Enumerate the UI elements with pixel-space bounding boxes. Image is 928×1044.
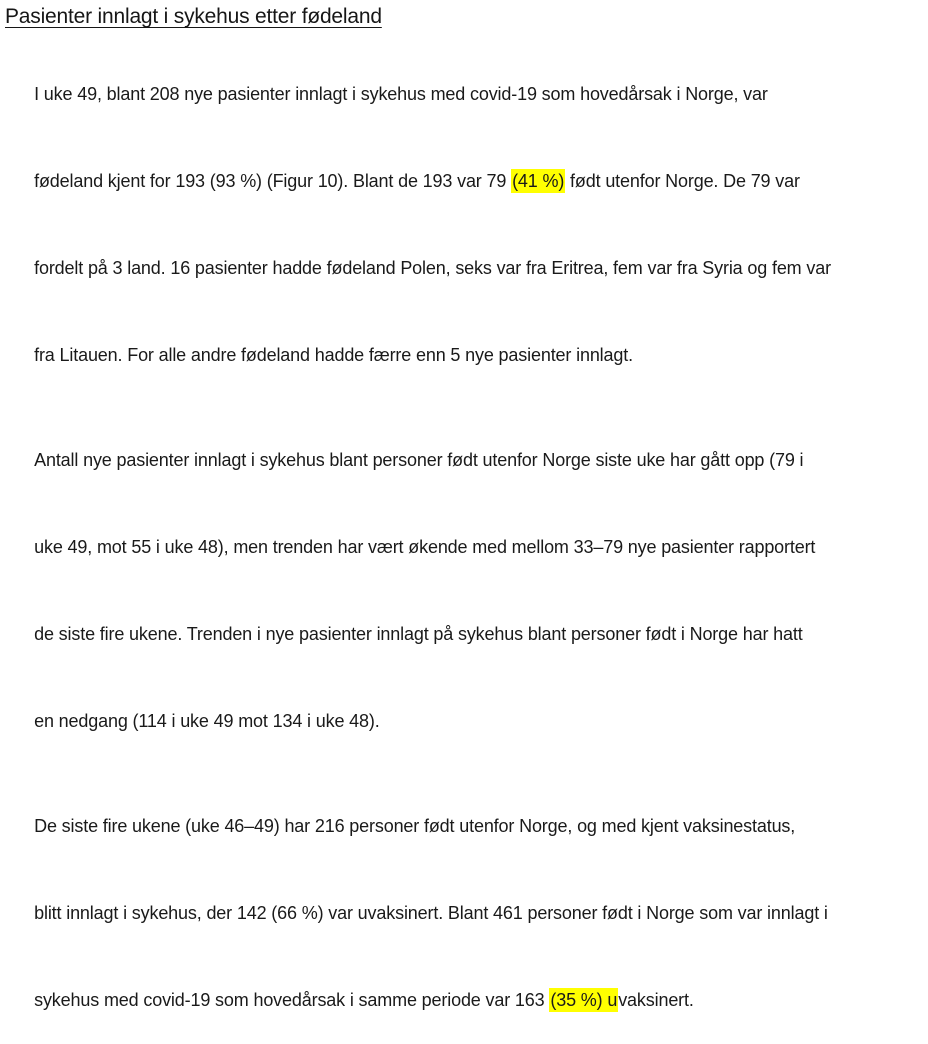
text-segment: De siste fire ukene (uke 46–49) har 216 personer født utenfor Norge, og med kjent vaksinestatus, bbox=[34, 816, 796, 836]
text-segment: de siste fire ukene. Trenden i nye pasienter innlagt på sykehus blant personer født i Norge har hatt bbox=[34, 624, 803, 644]
text-line bbox=[5, 225, 920, 312]
text-segment: sykehus med covid-19 som hovedårsak i samme periode var 163 bbox=[34, 990, 550, 1010]
text-line bbox=[5, 312, 920, 399]
text-line bbox=[5, 783, 920, 870]
text-segment: vaksinert. bbox=[618, 990, 694, 1010]
text-line bbox=[5, 138, 920, 225]
highlighted-text: (41 %) bbox=[512, 171, 565, 191]
text-segment: blitt innlagt i sykehus, der 142 (66 %) var uvaksinert. Blant 461 personer født i Norge som var innlagt i bbox=[34, 903, 828, 923]
text-segment: I uke 49, blant 208 nye pasienter innlagt i sykehus med covid-19 som hovedårsak i Norge, var bbox=[34, 84, 768, 104]
paragraph-1 bbox=[5, 51, 920, 399]
text-segment: fordelt på 3 land. 16 pasienter hadde fødeland Polen, seks var fra Eritrea, fem var fra Syria og fem var bbox=[34, 258, 831, 278]
text-segment: fra Litauen. For alle andre fødeland hadde færre enn 5 nye pasienter innlagt. bbox=[34, 345, 633, 365]
highlighted-text: (35 %) u bbox=[550, 990, 618, 1010]
text-segment: uke 49, mot 55 i uke 48), men trenden har vært økende med mellom 33–79 nye pasienter rapportert bbox=[34, 537, 816, 557]
text-line bbox=[5, 870, 920, 957]
text-segment: Antall nye pasienter innlagt i sykehus blant personer født utenfor Norge siste uke har gått opp (79 i bbox=[34, 450, 804, 470]
text-segment: født utenfor Norge. De 79 var bbox=[565, 171, 800, 191]
paragraph-2 bbox=[5, 417, 920, 765]
text-segment: en nedgang (114 i uke 49 mot 134 i uke 48). bbox=[34, 711, 380, 731]
text-line bbox=[5, 957, 920, 1044]
text-line bbox=[5, 417, 920, 504]
text-line bbox=[5, 678, 920, 765]
text-line bbox=[5, 51, 920, 138]
text-line bbox=[5, 591, 920, 678]
text-line bbox=[5, 504, 920, 591]
page-title: Pasienter innlagt i sykehus etter fødeland bbox=[5, 5, 382, 28]
paragraph-3 bbox=[5, 783, 920, 1044]
text-segment: fødeland kjent for 193 (93 %) (Figur 10). Blant de 193 var 79 bbox=[34, 171, 512, 191]
